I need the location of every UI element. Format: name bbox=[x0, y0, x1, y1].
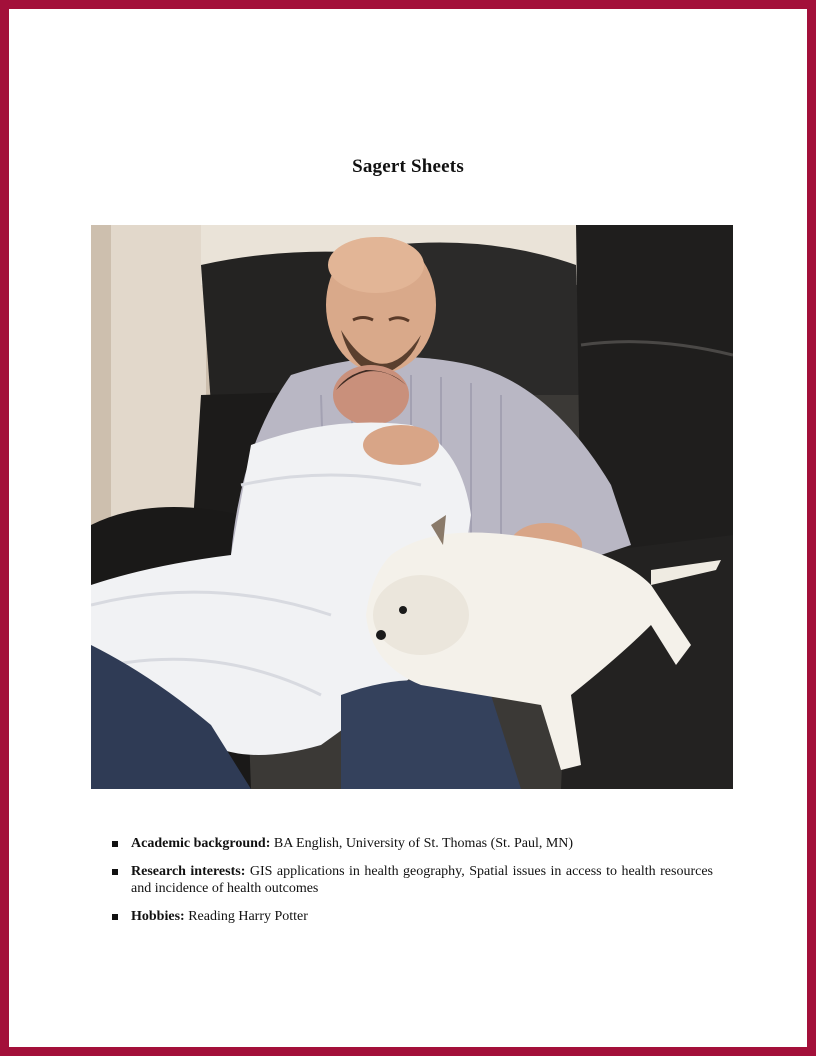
bullet-text: BA English, University of St. Thomas (St. Paul, MN) bbox=[273, 836, 574, 851]
square-bullet-icon bbox=[112, 841, 118, 847]
bullet-academic-background bbox=[111, 835, 713, 852]
square-bullet-icon bbox=[112, 869, 118, 875]
profile-bullet-list bbox=[111, 835, 713, 936]
bullet-hobbies bbox=[111, 908, 713, 925]
page-title: Sagert Sheets bbox=[352, 156, 464, 177]
bullet-label: Academic background: bbox=[131, 836, 274, 851]
family-photo-icon bbox=[91, 225, 733, 789]
square-bullet-icon bbox=[112, 914, 118, 920]
bullet-text: GIS applications in health geography, Spatial issues in access to health resources and incidence of health outcomes bbox=[131, 864, 713, 896]
bullet-text: Reading Harry Potter bbox=[188, 909, 308, 924]
bullet-research-interests bbox=[111, 863, 713, 897]
bullet-label: Research interests: bbox=[131, 864, 250, 879]
bullet-label: Hobbies: bbox=[131, 909, 189, 924]
family-photo bbox=[91, 225, 733, 789]
